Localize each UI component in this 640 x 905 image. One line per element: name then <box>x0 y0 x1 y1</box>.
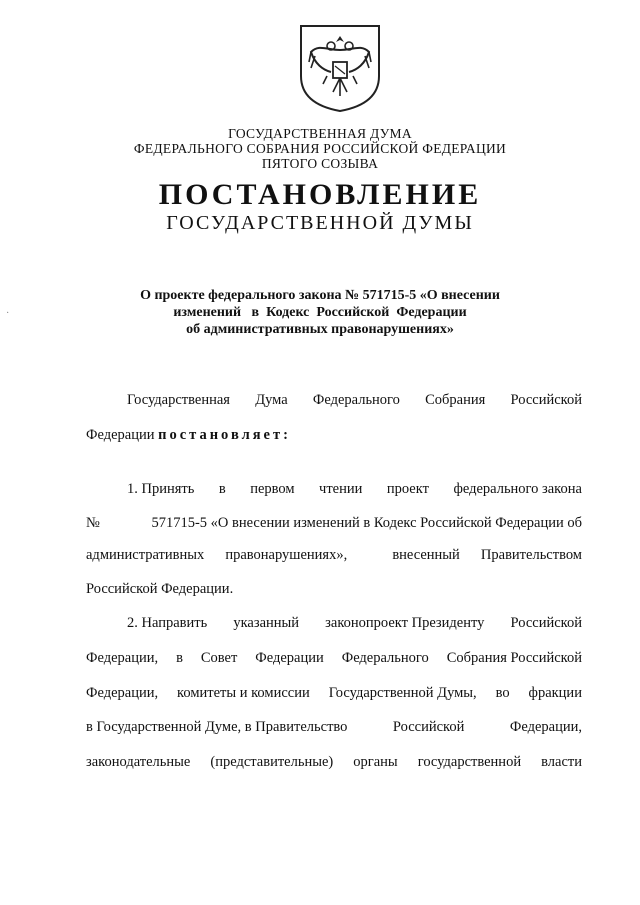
word: (представительные) <box>210 754 334 770</box>
word: органы <box>353 754 398 770</box>
word: Собрания <box>425 392 486 408</box>
word: Федерации <box>86 427 159 443</box>
document-title: ПОСТАНОВЛЕНИЕ <box>158 178 482 211</box>
word: Совет <box>200 650 238 666</box>
word: № <box>86 515 100 531</box>
word: в <box>218 481 226 497</box>
coat-of-arms-emblem <box>297 22 383 114</box>
document-subtitle: ГОСУДАРСТВЕННОЙ ДУМЫ <box>166 212 474 234</box>
word: первом <box>250 481 295 497</box>
word: Федерации, <box>86 685 159 701</box>
word: Государственная <box>127 392 230 408</box>
word: Правительством <box>480 547 582 563</box>
header-line-duma: ГОСУДАРСТВЕННАЯ ДУМА <box>228 126 412 141</box>
intro-line-1 <box>127 392 582 409</box>
word: Российской <box>510 615 582 631</box>
intro-line-2 <box>86 427 291 444</box>
word: Российской <box>510 392 582 408</box>
paragraph-1-line-1 <box>127 481 582 498</box>
paragraph-2-line-3 <box>86 685 582 702</box>
word: Российской <box>392 719 465 735</box>
paragraph-1-line-3 <box>86 547 582 564</box>
word: федерального закона <box>453 481 582 497</box>
word: Федерации <box>255 650 324 666</box>
word: Федерации, <box>86 650 159 666</box>
subject-line-1: О проекте федерального закона № 571715-5 «О внесении <box>140 288 500 303</box>
word: Федерации, <box>509 719 582 735</box>
word: комитеты и комиссии <box>177 685 310 701</box>
paragraph-1-line-2 <box>86 515 582 532</box>
margin-mark: · <box>6 308 10 319</box>
word: 2. Направить <box>127 615 208 631</box>
subject-line-2: изменений в Кодекс Российской Федерации <box>173 305 467 320</box>
word: правонарушениях», <box>225 547 348 563</box>
paragraph-2-line-2 <box>86 650 582 667</box>
word: власти <box>541 754 582 770</box>
word: во <box>495 685 510 701</box>
word: чтении <box>319 481 363 497</box>
paragraph-1-line-4: Российской Федерации. <box>86 581 234 597</box>
word: указанный <box>233 615 300 631</box>
header-line-assembly: ФЕДЕРАЛЬНОГО СОБРАНИЯ РОССИЙСКОЙ ФЕДЕРАЦИИ <box>133 141 507 156</box>
word: в Государственной Думе, в Правительство <box>86 719 348 735</box>
word: законодательные <box>86 754 191 770</box>
paragraph-2-line-4 <box>86 719 582 736</box>
word: Федерального <box>341 650 429 666</box>
word: Федерального <box>312 392 400 408</box>
word: внесенный <box>392 547 460 563</box>
word: 1. Принять <box>127 481 195 497</box>
resolves-word: постановляет: <box>158 427 291 443</box>
paragraph-2-line-1 <box>127 615 582 632</box>
subject-line-3: об административных правонарушениях» <box>186 322 454 337</box>
word: 571715-5 «О внесении изменений в Кодекс Российской Федерации об <box>151 515 582 531</box>
header-line-convocation: ПЯТОГО СОЗЫВА <box>261 156 379 171</box>
word: фракции <box>528 685 582 701</box>
word: Государственной Думы, <box>328 685 477 701</box>
word: проект <box>386 481 429 497</box>
word: Дума <box>255 392 288 408</box>
word: Собрания Российской <box>446 650 582 666</box>
word: законопроект Президенту <box>325 615 485 631</box>
word: государственной <box>417 754 522 770</box>
paragraph-2-line-5 <box>86 754 582 771</box>
word: в <box>176 650 183 666</box>
word: административных <box>86 547 205 563</box>
